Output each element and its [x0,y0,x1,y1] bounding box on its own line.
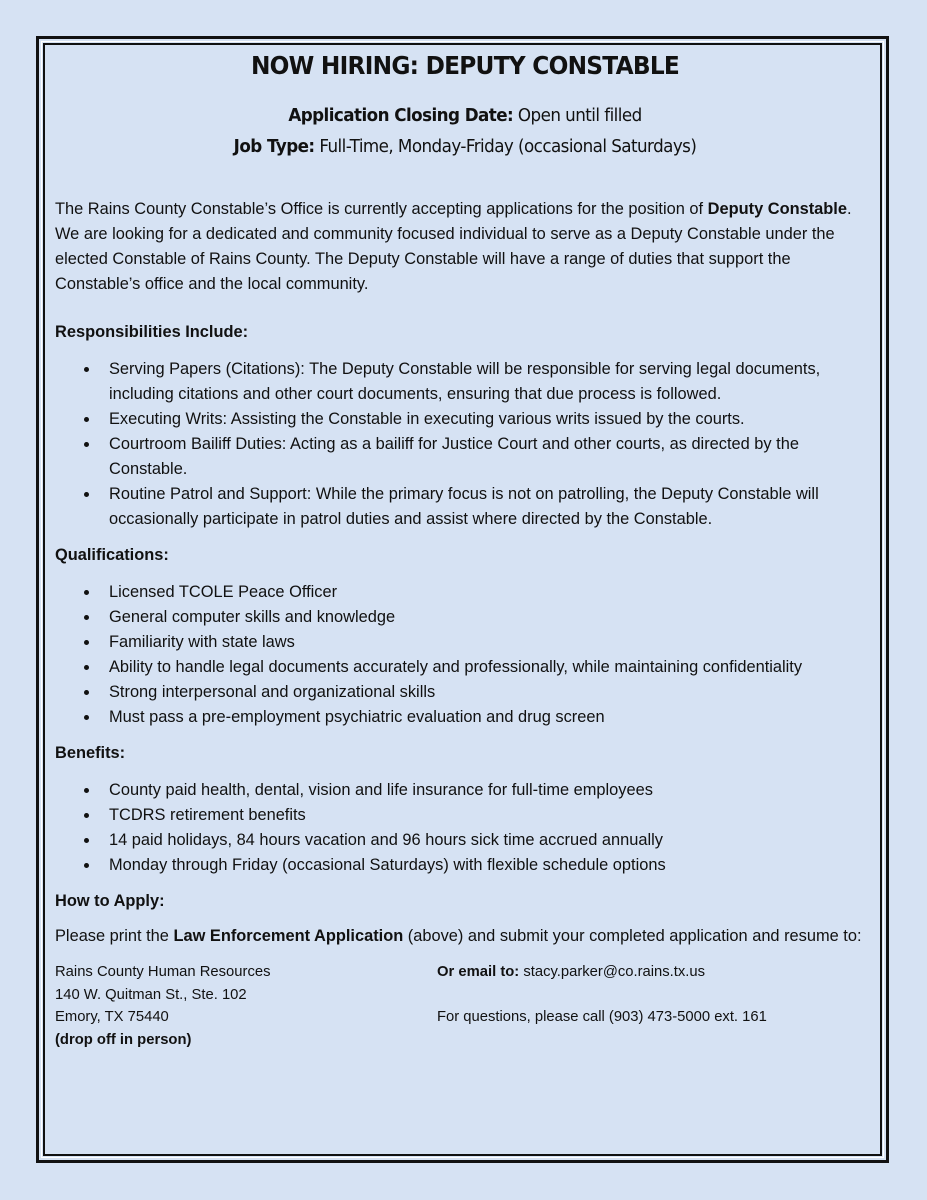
email-label: Or email to: [437,964,520,980]
page-title: NOW HIRING: DEPUTY CONSTABLE [250,51,680,80]
list-item [55,655,875,680]
how-to-apply-heading: How to Apply: [55,892,165,910]
list-item [55,705,875,730]
address-line-2: 140 W. Quitman St., Ste. 102 [55,986,247,1003]
list-item-text: General computer skills and knowledge [109,608,396,626]
bullet-icon [84,640,89,645]
address-line-1: Rains County Human Resources [55,964,271,980]
intro-position-name: Deputy Constable [707,200,847,218]
address-line-3: Emory, TX 75440 [55,1009,169,1025]
bullet-icon [84,442,89,447]
contact-info [55,961,875,1051]
list-item-text: Must pass a pre-employment psychiatric evaluation and drug screen [109,708,605,726]
list-item [55,580,875,605]
list-item [55,778,875,803]
bullet-icon [84,838,89,843]
list-item-text: TCDRS retirement benefits [109,806,306,824]
list-item-text: Ability to handle legal documents accurately and professionally, while maintaining confidentiality [109,658,803,676]
list-item [55,482,875,532]
job-type-value: Full-Time, Monday-Friday (occasional Saturdays) [314,136,697,157]
closing-date-label: Application Closing Date: [288,105,514,126]
list-item [55,605,875,630]
list-item [55,803,875,828]
job-type-label: Job Type: [233,136,315,157]
intro-text-1: The Rains County Constable’s Office is currently accepting applications for the position of [55,200,708,218]
email-link[interactable]: stacy.parker@co.rains.tx.us [519,964,706,980]
list-item [55,630,875,655]
list-item [55,407,875,432]
list-item-text: Executing Writs: Assisting the Constable in executing various writs issued by the courts. [109,410,745,428]
list-item-text: Licensed TCOLE Peace Officer [109,583,338,601]
bullet-icon [84,665,89,670]
list-item-text: Serving Papers (Citations): The Deputy Constable will be responsible for serving legal documents, including citations and other court documents, ensuring that due process is followed. [109,360,821,403]
intro-text-2: . We are looking for a dedicated and community focused individual to serve as a Deputy Constable under the elected Constable of Rains County. The Deputy Constable will have a range of duties that support the Constable’s office and the local community. [55,200,852,293]
bullet-icon [84,367,89,372]
responsibilities-heading: Responsibilities Include: [55,323,249,341]
job-posting [55,46,875,1051]
list-item [55,432,875,482]
apply-instructions [55,924,875,949]
closing-date [84,100,847,131]
phone-contact: For questions, please call (903) 473-5000 ext. 161 [437,1009,767,1025]
bullet-icon [84,417,89,422]
apply-text-2: (above) and submit your completed application and resume to: [403,927,862,945]
bullet-icon [84,492,89,497]
qualifications-list [55,580,875,730]
list-item-text: 14 paid holidays, 84 hours vacation and 96 hours sick time accrued annually [109,831,663,849]
mailing-address [55,961,437,1051]
bullet-icon [84,863,89,868]
benefits-heading: Benefits: [55,744,126,762]
list-item-text: Familiarity with state laws [109,633,295,651]
bullet-icon [84,715,89,720]
list-item [55,828,875,853]
qualifications-heading: Qualifications: [55,546,169,564]
benefits-list [55,778,875,878]
bullet-icon [84,590,89,595]
application-form-name: Law Enforcement Application [173,927,404,945]
drop-off-note: (drop off in person) [55,1031,192,1048]
job-type [84,131,847,162]
job-meta [84,100,847,162]
list-item-text: County paid health, dental, vision and life insurance for full-time employees [109,781,653,799]
apply-text-1: Please print the [55,927,174,945]
list-item-text: Strong interpersonal and organizational skills [109,683,436,701]
electronic-contact [437,961,867,1051]
intro-paragraph [55,197,875,297]
responsibilities-list [55,357,875,532]
bullet-icon [84,788,89,793]
list-item [55,357,875,407]
closing-date-value: Open until filled [513,105,642,126]
list-item [55,680,875,705]
email-line [437,961,867,984]
spacer [437,984,867,1007]
list-item [55,853,875,878]
list-item-text: Courtroom Bailiff Duties: Acting as a bailiff for Justice Court and other courts, as directed by the Constable. [109,435,799,478]
bullet-icon [84,813,89,818]
list-item-text: Routine Patrol and Support: While the primary focus is not on patrolling, the Deputy Constable will occasionally participate in patrol duties and assist where directed by the Constable. [109,485,819,528]
bullet-icon [84,690,89,695]
list-item-text: Monday through Friday (occasional Saturdays) with flexible schedule options [109,856,666,874]
bullet-icon [84,615,89,620]
